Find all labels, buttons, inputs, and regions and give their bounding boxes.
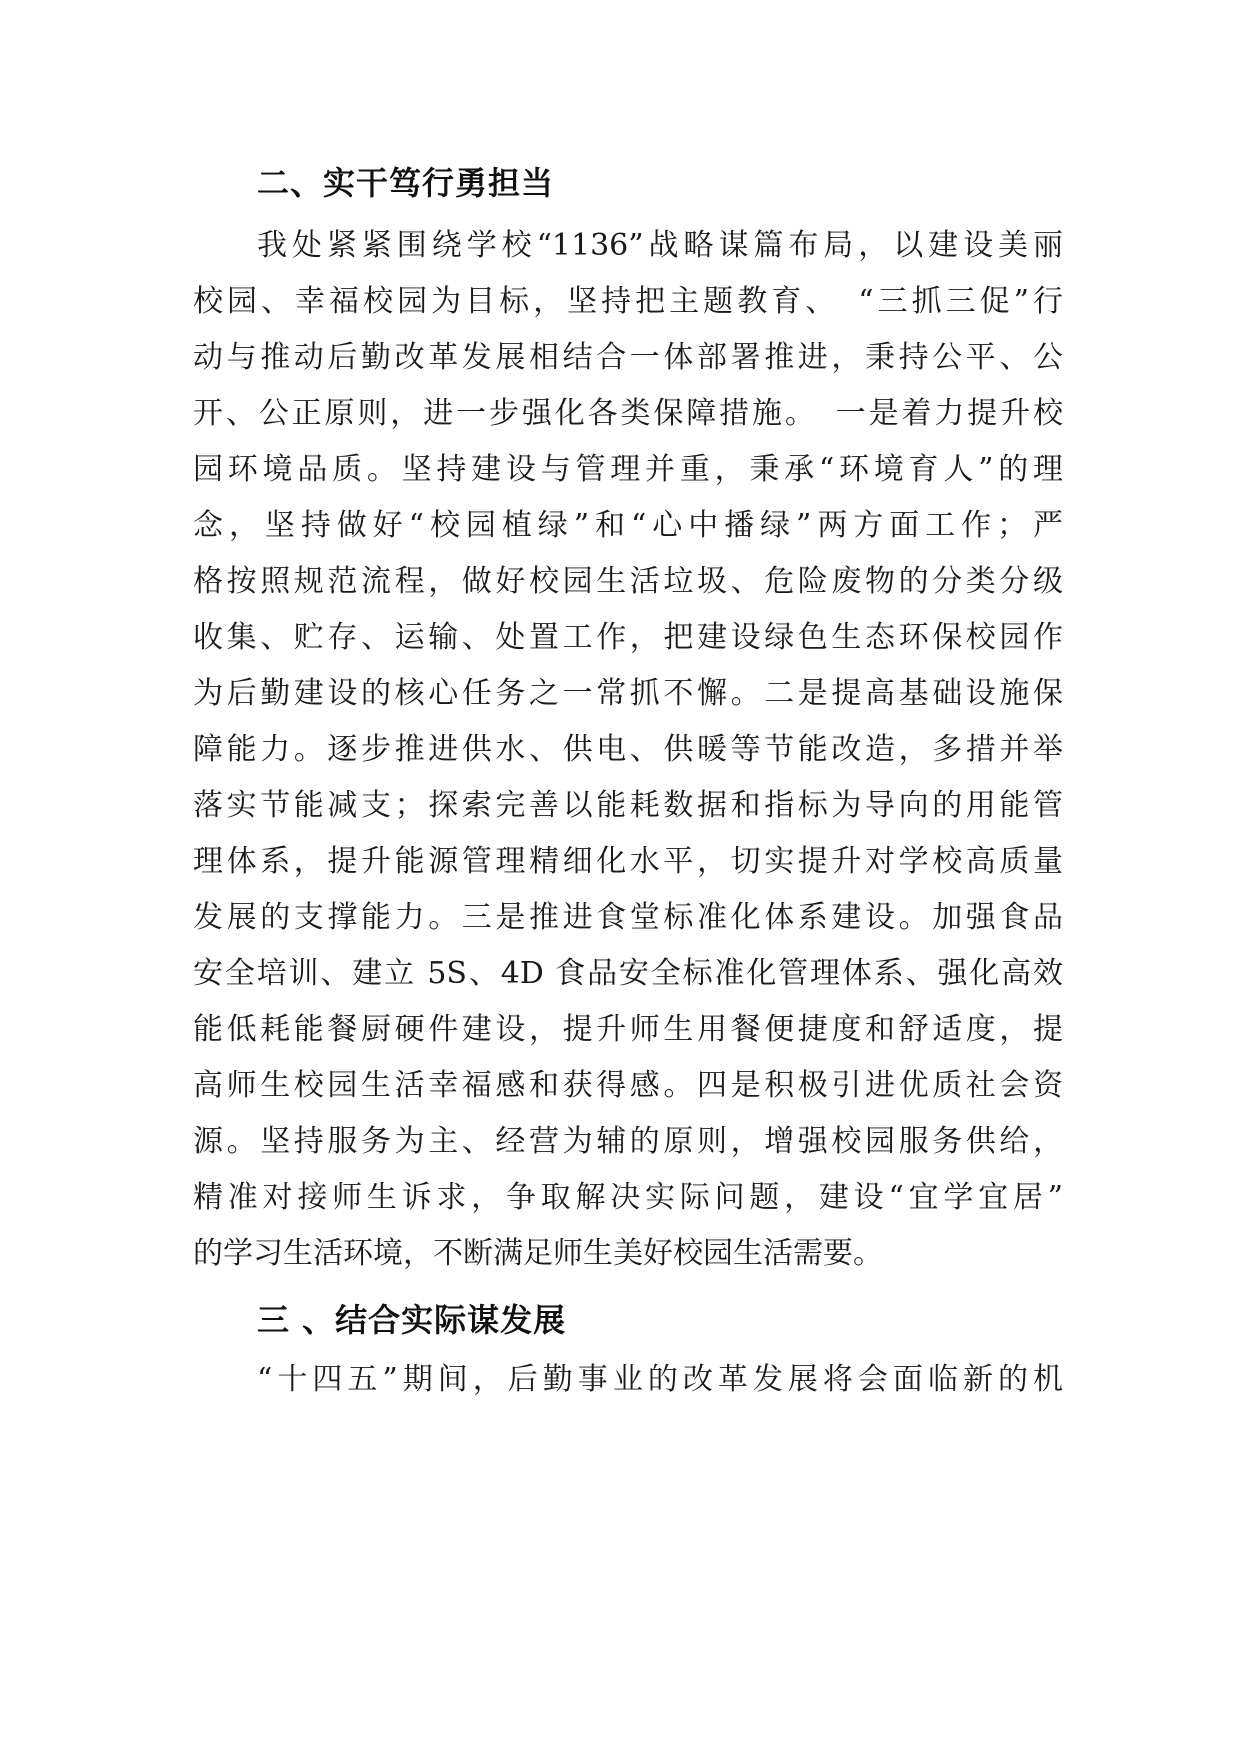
- section-heading-2: 二、实干笃行勇担当: [257, 164, 555, 202]
- paragraph-line: 障能力。逐步推进供水、供电、供暖等节能改造，多措并举: [193, 732, 1063, 767]
- paragraph-line: “十四五”期间，后勤事业的改革发展将会面临新的机: [257, 1362, 1063, 1397]
- paragraph-line: 的学习生活环境，不断满足师生美好校园生活需要。: [193, 1236, 883, 1271]
- paragraph-line: 源。坚持服务为主、经营为辅的原则，增强校园服务供给，: [193, 1124, 1063, 1159]
- paragraph-line: 校园、幸福校园为目标，坚持把主题教育、 “三抓三促”行: [193, 284, 1063, 319]
- paragraph-line: 园环境品质。坚持建设与管理并重，秉承“环境育人”的理: [193, 452, 1063, 487]
- paragraph-line: 高师生校园生活幸福感和获得感。四是积极引进优质社会资: [193, 1068, 1063, 1103]
- paragraph-line: 发展的支撑能力。三是推进食堂标准化体系建设。加强食品: [193, 900, 1063, 935]
- paragraph-line: 安全培训、建立 5S、4D 食品安全标准化管理体系、强化高效: [193, 956, 1063, 991]
- paragraph-line: 格按照规范流程，做好校园生活垃圾、危险废物的分类分级: [193, 564, 1063, 599]
- paragraph-line: 为后勤建设的核心任务之一常抓不懈。二是提高基础设施保: [193, 676, 1063, 711]
- paragraph-line: 能低耗能餐厨硬件建设，提升师生用餐便捷度和舒适度，提: [193, 1012, 1063, 1047]
- paragraph-line: 精准对接师生诉求，争取解决实际问题，建设“宜学宜居”: [193, 1180, 1063, 1215]
- paragraph-line: 收集、贮存、运输、处置工作，把建设绿色生态环保校园作: [193, 620, 1063, 655]
- paragraph-line: 理体系，提升能源管理精细化水平，切实提升对学校高质量: [193, 844, 1063, 879]
- paragraph-line: 开、公正原则，进一步强化各类保障措施。 一是着力提升校: [193, 396, 1063, 431]
- paragraph-line: 念，坚持做好“校园植绿”和“心中播绿”两方面工作；严: [193, 508, 1063, 543]
- paragraph-line: 动与推动后勤改革发展相结合一体部署推进，秉持公平、公: [193, 340, 1063, 375]
- paragraph-line: 落实节能减支；探索完善以能耗数据和指标为导向的用能管: [193, 788, 1063, 823]
- paragraph-line: 我处紧紧围绕学校“1136”战略谋篇布局，以建设美丽: [257, 228, 1063, 263]
- section-heading-3: 三 、结合实际谋发展: [257, 1301, 567, 1339]
